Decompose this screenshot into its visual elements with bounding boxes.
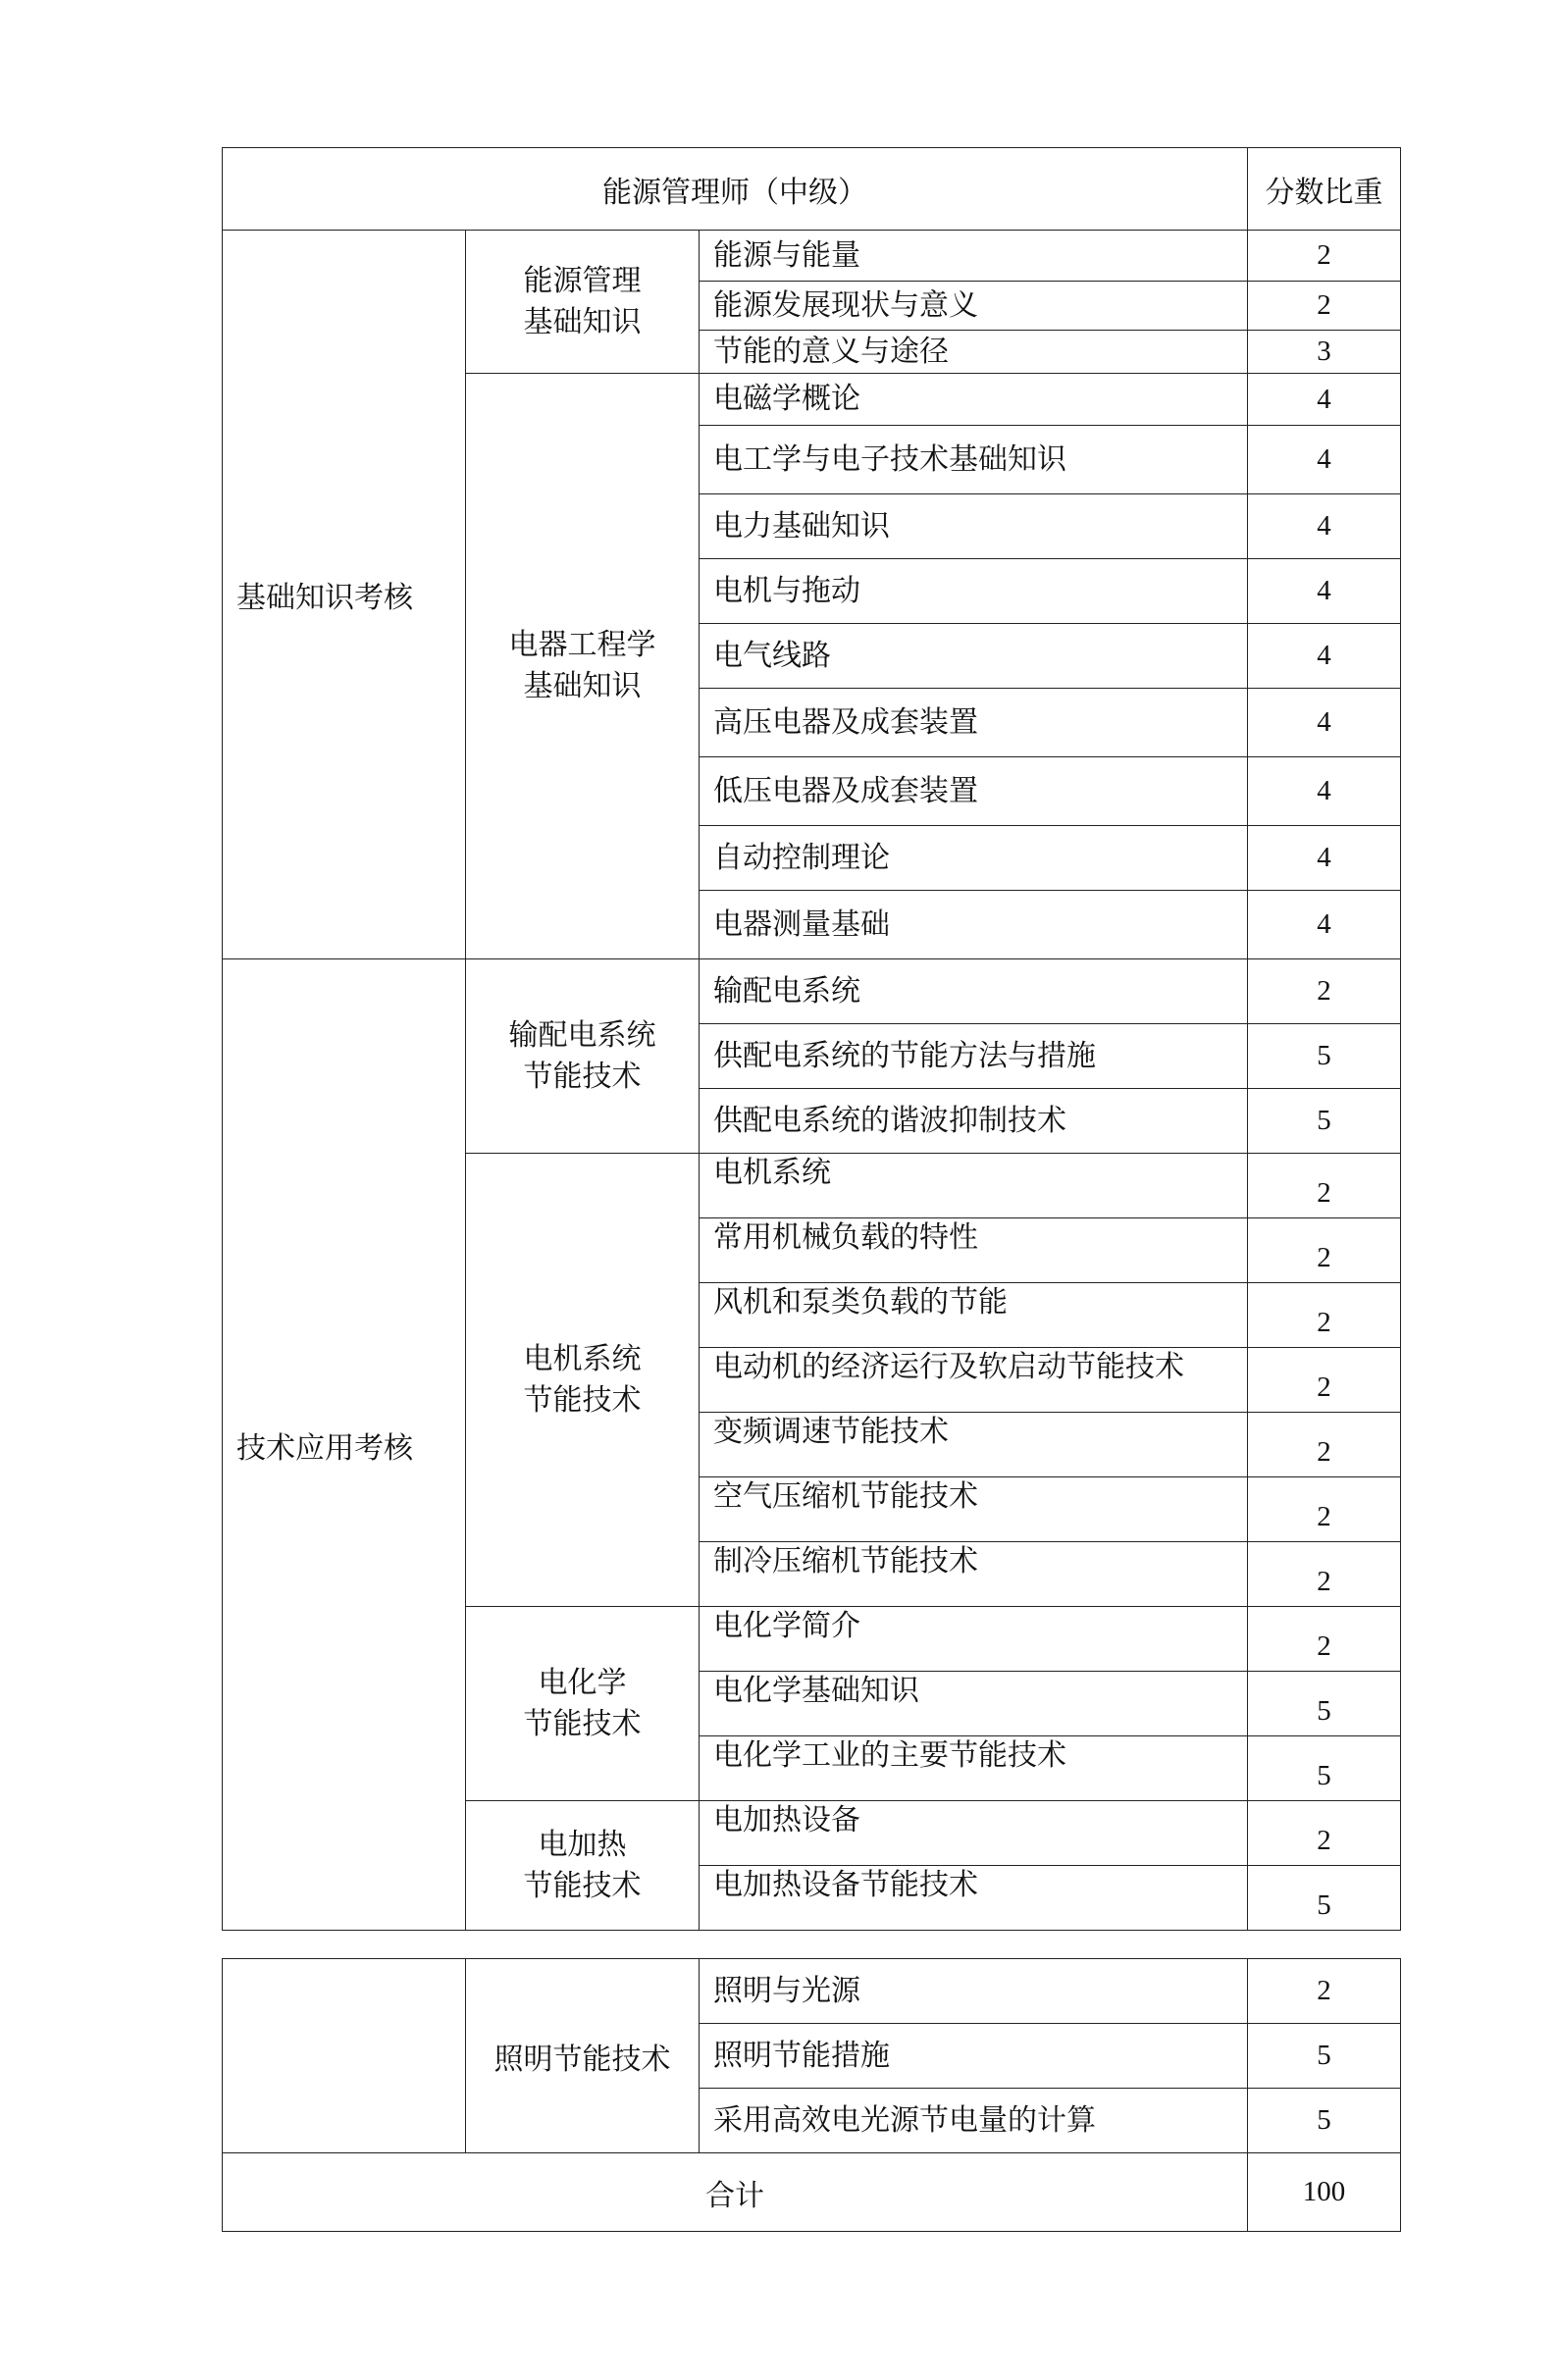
item-score: 5 [1248,1736,1401,1801]
total-label: 合计 [223,2153,1248,2232]
item-score: 4 [1248,559,1401,624]
item-score: 2 [1248,1607,1401,1672]
item-name: 电化学工业的主要节能技术 [700,1736,1248,1801]
item-name: 输配电系统 [700,959,1248,1024]
item-score: 4 [1248,374,1401,426]
table-title: 能源管理师（中级） [223,148,1248,231]
item-name: 电加热设备 [700,1801,1248,1866]
table-header-row [223,148,1401,231]
item-name: 电机系统 [700,1154,1248,1218]
item-name: 电工学与电子技术基础知识 [700,426,1248,494]
item-score: 4 [1248,494,1401,559]
item-score: 5 [1248,1672,1401,1736]
subcategory-line: 电机系统 [523,1341,642,1376]
item-score: 2 [1248,1218,1401,1283]
item-name: 电机与拖动 [700,559,1248,624]
section-label-basic: 基础知识考核 [223,231,466,959]
item-score: 2 [1248,1477,1401,1542]
item-name: 自动控制理论 [700,826,1248,891]
item-score: 5 [1248,2089,1401,2153]
score-table-continued [222,1958,1401,2232]
item-name: 供配电系统的谐波抑制技术 [700,1089,1248,1154]
subcategory-motor-systems [466,1154,700,1607]
item-name: 高压电器及成套装置 [700,689,1248,757]
total-row [223,2153,1401,2232]
item-score: 4 [1248,689,1401,757]
section-label-tech: 技术应用考核 [223,959,466,1931]
item-name: 采用高效电光源节电量的计算 [700,2089,1248,2153]
item-score: 2 [1248,959,1401,1024]
item-score: 2 [1248,1283,1401,1348]
item-name: 节能的意义与途径 [700,331,1248,374]
item-name: 电化学简介 [700,1607,1248,1672]
item-score: 2 [1248,231,1401,282]
subcategory-energy-basics [466,231,700,374]
item-name: 照明节能措施 [700,2024,1248,2089]
item-name: 电加热设备节能技术 [700,1866,1248,1931]
subcategory-line: 电加热 [538,1827,627,1862]
item-name: 变频调速节能技术 [700,1413,1248,1477]
table-row [223,1959,1401,2024]
item-name: 电气线路 [700,624,1248,689]
item-score: 4 [1248,826,1401,891]
item-name: 能源与能量 [700,231,1248,282]
item-score: 2 [1248,1959,1401,2024]
item-name: 制冷压缩机节能技术 [700,1542,1248,1607]
item-score: 2 [1248,1154,1401,1218]
item-name: 低压电器及成套装置 [700,757,1248,826]
subcategory-line: 基础知识 [523,304,642,339]
subcategory-electric-heating [466,1801,700,1931]
item-score: 2 [1248,282,1401,331]
item-name: 电动机的经济运行及软启动节能技术 [700,1348,1248,1413]
item-name: 电化学基础知识 [700,1672,1248,1736]
subcategory-line: 基础知识 [523,669,642,703]
item-score: 2 [1248,1413,1401,1477]
item-name: 空气压缩机节能技术 [700,1477,1248,1542]
item-name: 电力基础知识 [700,494,1248,559]
subcategory-electrical-engineering [466,374,700,959]
total-value: 100 [1248,2153,1401,2232]
subcategory-line: 节能技术 [523,1868,642,1903]
score-table-main [222,147,1401,1931]
subcategory-line: 能源管理 [523,263,642,298]
item-name: 供配电系统的节能方法与措施 [700,1024,1248,1089]
item-score: 5 [1248,1866,1401,1931]
item-score: 5 [1248,1024,1401,1089]
item-score: 4 [1248,426,1401,494]
item-name: 能源发展现状与意义 [700,282,1248,331]
score-column-header: 分数比重 [1248,148,1401,231]
subcategory-line: 节能技术 [523,1059,642,1094]
table-row [223,231,1401,282]
subcategory-lighting: 照明节能技术 [466,1959,700,2153]
item-score: 4 [1248,891,1401,959]
item-name: 电器测量基础 [700,891,1248,959]
subcategory-line: 节能技术 [523,1706,642,1741]
item-name: 风机和泵类负载的节能 [700,1283,1248,1348]
item-name: 电磁学概论 [700,374,1248,426]
item-score: 5 [1248,1089,1401,1154]
table-row [223,959,1401,1024]
item-score: 2 [1248,1348,1401,1413]
item-score: 2 [1248,1542,1401,1607]
subcategory-power-distribution [466,959,700,1154]
subcategory-line: 电器工程学 [508,628,656,662]
item-name: 常用机械负载的特性 [700,1218,1248,1283]
subcategory-line: 电化学 [538,1665,627,1700]
item-score: 2 [1248,1801,1401,1866]
item-name: 照明与光源 [700,1959,1248,2024]
item-score: 3 [1248,331,1401,374]
section-label-empty [223,1959,466,2153]
subcategory-line: 输配电系统 [508,1017,656,1053]
subcategory-electrochemistry [466,1607,700,1801]
subcategory-line: 节能技术 [523,1382,642,1418]
item-score: 5 [1248,2024,1401,2089]
item-score: 4 [1248,757,1401,826]
item-score: 4 [1248,624,1401,689]
